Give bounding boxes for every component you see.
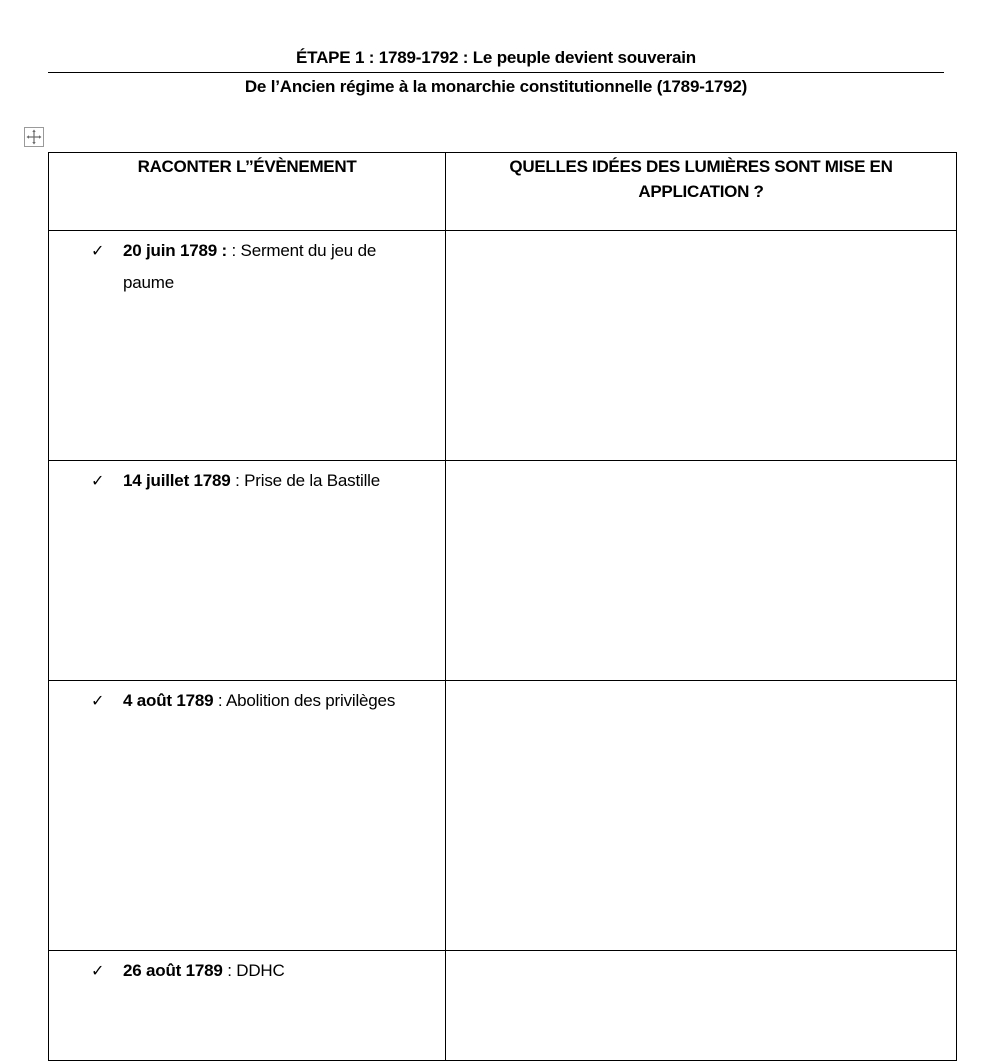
document-title: ÉTAPE 1 : 1789-1792 : Le peuple devient souverain	[296, 48, 696, 67]
table-row	[49, 951, 957, 1061]
answer-cell[interactable]	[446, 461, 957, 681]
table-header-row	[49, 153, 957, 231]
table-row	[49, 461, 957, 681]
event-list-item	[49, 951, 445, 987]
event-text	[123, 235, 421, 299]
event-date: 26 août 1789	[123, 961, 223, 980]
event-text	[123, 465, 380, 497]
answer-cell[interactable]	[446, 951, 957, 1061]
document-subtitle: De l’Ancien régime à la monarchie constitutionnelle (1789-1792)	[244, 77, 748, 96]
event-description: : DDHC	[222, 961, 285, 980]
checkmark-bullet-icon: ✓	[91, 241, 105, 260]
event-date: 14 juillet 1789	[123, 471, 231, 490]
event-date: 20 juin 1789 :	[123, 241, 227, 260]
event-list-item	[49, 231, 445, 299]
events-table	[48, 152, 957, 1061]
column-header-event-label: RACONTER L’’ÉVÈNEMENT	[137, 157, 357, 176]
event-description: : Abolition des privilèges	[213, 691, 396, 710]
event-cell[interactable]	[49, 951, 446, 1061]
event-description: : Prise de la Bastille	[230, 471, 380, 490]
table-row	[49, 681, 957, 951]
column-header-ideas-label: QUELLES IDÉES DES LUMIÈRES SONT MISE EN APPLICATION ?	[509, 157, 893, 201]
event-text	[123, 955, 285, 987]
title-underline	[48, 72, 944, 73]
table-row	[49, 231, 957, 461]
column-header-ideas	[446, 153, 957, 231]
checkmark-bullet-icon: ✓	[91, 691, 105, 710]
column-header-event	[49, 153, 446, 231]
event-cell[interactable]	[49, 231, 446, 461]
event-text	[123, 685, 395, 717]
table-move-handle-icon[interactable]	[24, 127, 44, 147]
checkmark-bullet-icon: ✓	[91, 471, 105, 490]
event-description: : Serment du jeu de paume	[123, 241, 377, 292]
answer-cell[interactable]	[446, 681, 957, 951]
answer-cell[interactable]	[446, 231, 957, 461]
event-cell[interactable]	[49, 461, 446, 681]
checkmark-bullet-icon: ✓	[91, 961, 105, 980]
event-cell[interactable]	[49, 681, 446, 951]
event-list-item	[49, 461, 445, 497]
event-list-item	[49, 681, 445, 717]
event-date: 4 août 1789	[123, 691, 214, 710]
